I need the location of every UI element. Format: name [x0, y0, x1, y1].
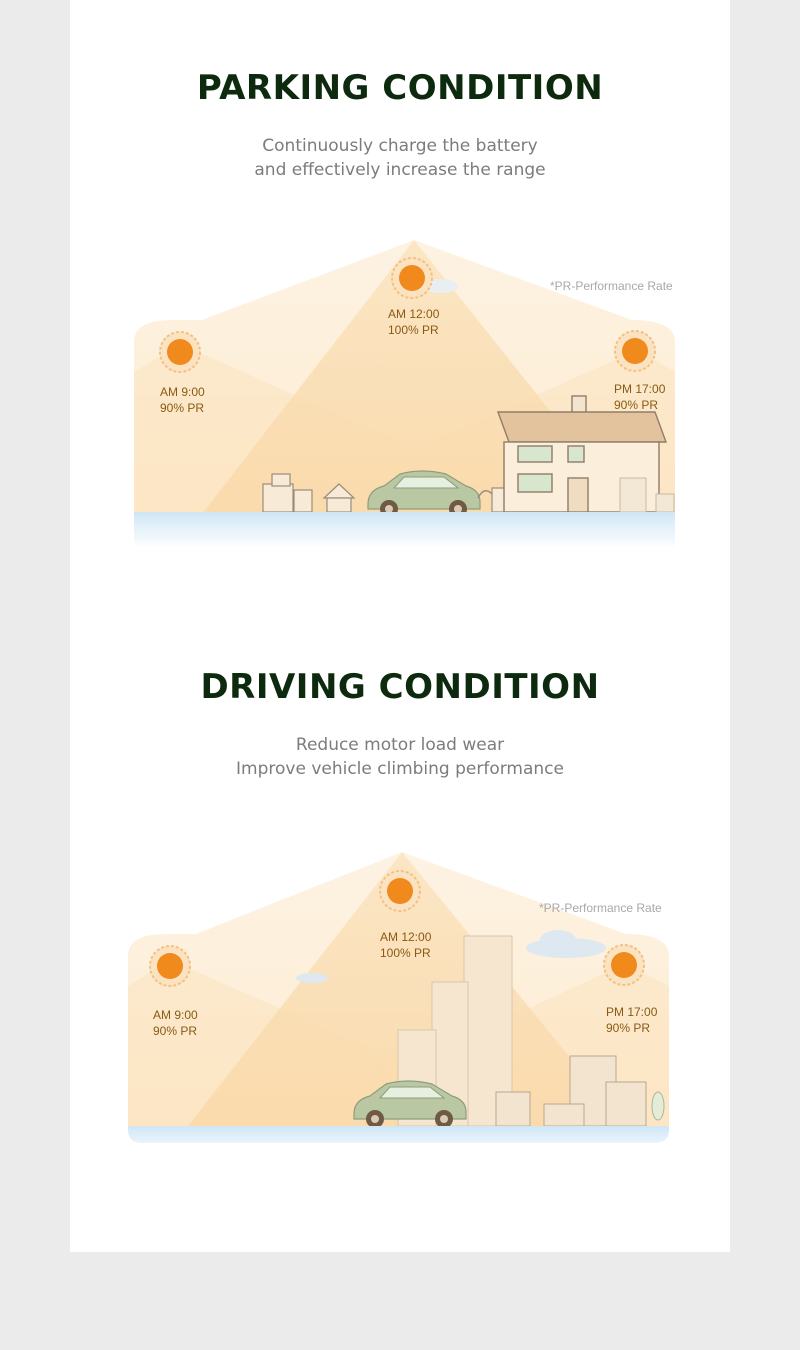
driving-illustration [126, 848, 671, 1148]
parking-pr-note: *PR-Performance Rate [550, 279, 673, 293]
parking-evening-rate: 90% PR [614, 398, 659, 412]
driving-noon-label [380, 929, 431, 961]
parking-noon-time: AM 12:00 [388, 307, 440, 321]
driving-morning-rate: 90% PR [153, 1024, 198, 1038]
parking-morning-label [160, 384, 205, 416]
parking-morning-time: AM 9:00 [160, 385, 205, 399]
parking-morning-rate: 90% PR [160, 401, 205, 415]
driving-morning-time: AM 9:00 [153, 1008, 198, 1022]
ground-water [134, 512, 675, 548]
evening-sun-icon [604, 945, 644, 985]
ground-water [128, 1126, 669, 1143]
parking-subtitle [70, 134, 730, 182]
noon-sun-icon [392, 258, 432, 298]
driving-pr-note: *PR-Performance Rate [539, 901, 662, 915]
driving-subtitle-line-2: Improve vehicle climbing performance [236, 759, 564, 779]
evening-sun-icon [615, 331, 655, 371]
parking-subtitle-line-1: Continuously charge the battery [262, 136, 538, 156]
parking-evening-time: PM 17:00 [614, 382, 666, 396]
driving-noon-time: AM 12:00 [380, 930, 432, 944]
parking-noon-rate: 100% PR [388, 323, 439, 337]
content-card [70, 0, 730, 1252]
driving-title: DRIVING CONDITION [200, 667, 600, 707]
morning-sun-icon [150, 946, 190, 986]
parking-noon-label [388, 306, 439, 338]
tree-icon [652, 1092, 664, 1120]
driving-evening-time: PM 17:00 [606, 1005, 658, 1019]
driving-noon-rate: 100% PR [380, 946, 431, 960]
parking-subtitle-line-2: and effectively increase the range [254, 160, 546, 180]
parking-evening-label [614, 381, 665, 413]
driving-subtitle [70, 733, 730, 781]
driving-subtitle-line-1: Reduce motor load wear [295, 735, 505, 755]
driving-evening-label [606, 1004, 657, 1036]
noon-sun-icon [380, 871, 420, 911]
driving-evening-rate: 90% PR [606, 1021, 651, 1035]
morning-sun-icon [160, 332, 200, 372]
parking-title: PARKING CONDITION [196, 68, 604, 108]
driving-morning-label [153, 1007, 198, 1039]
